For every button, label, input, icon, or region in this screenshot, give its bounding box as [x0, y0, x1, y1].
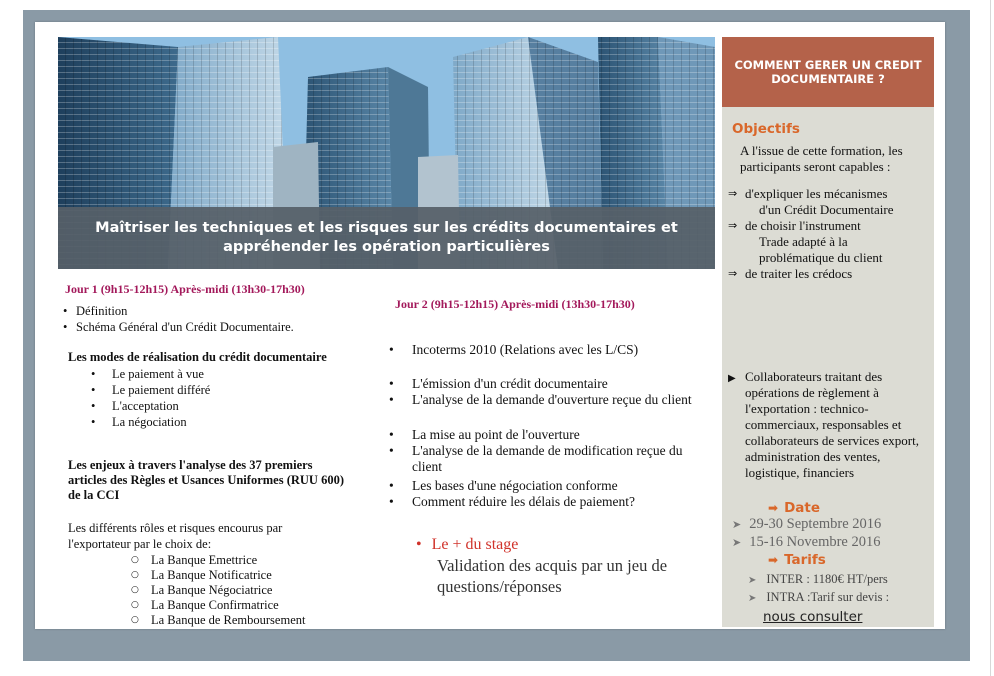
circle-bullet-icon: ○ [131, 585, 139, 595]
sidebar-header [722, 37, 934, 107]
objectives-title: Objectifs [732, 121, 800, 137]
list-item: • Le paiement à vue [91, 367, 204, 381]
list-item: ○ La Banque Négociatrice [131, 583, 273, 597]
list-item: • L'analyse de la demande d'ouverture reçue du client [389, 392, 692, 407]
list-item: • La mise au point de l'ouverture [389, 427, 580, 442]
sidebar: COMMENT GERER UN CREDIT DOCUMENTAIRE ? Objectifs A l'issue de cette formation, les participants seront capables : ⇒ d'expliquer les mécanismes d'un Crédit Documentaire ⇒ de choisir l'instrument Trade adapté à la problématique du client ⇒ de traiter les crédocs ▶ Collaborateurs traitant des opérations de règlement à l'exportation : technico-commerciaux, responsables et collaborateurs de services export, administration des ventes, logistique, financiers ➡ Date ➤ 29-30 Septembre 2016 ➤ 15-16 Novembre 2016 ➡ Tarifs ➤ INTER : 1180€ HT/pers ➤ INTRA :Tarif sur devis : nous consulter [722, 37, 934, 627]
list-item: • La négociation [91, 415, 187, 429]
list-item: • Les bases d'une négociation conforme [389, 478, 618, 493]
double-arrow-right-icon: ⇒ [728, 187, 738, 200]
arrowhead-icon: ➤ [748, 575, 757, 586]
list-item: • L'analyse de la demande de modification reçue du client [389, 443, 683, 474]
arrow-right-icon: ➡ [768, 501, 779, 515]
banner-title-line1: Maîtriser les techniques et les risques sur les crédits documentaires et [95, 220, 678, 236]
double-arrow-right-icon: ⇒ [728, 219, 738, 232]
tarif-item: ➤ INTRA :Tarif sur devis : [748, 590, 890, 604]
enjeux-title: Les enjeux à travers l'analyse des 37 premiers articles des Règles et Usances Uniformes (RUU 600) de la CCI [68, 458, 344, 502]
list-item: ○ La Banque Emettrice [131, 553, 258, 567]
highlight-title: • Le + du stage [416, 536, 519, 553]
flyer-card [35, 22, 945, 629]
arrowhead-icon: ➤ [732, 518, 742, 531]
objective-item: ⇒ d'expliquer les mécanismes d'un Crédit Documentaire [728, 186, 894, 217]
banner-title-line2: appréhender les opération particulières [223, 239, 550, 255]
contact-link[interactable]: nous consulter [763, 609, 863, 625]
banner-title [95, 219, 678, 257]
list-item: ○ La Banque Confirmatrice [131, 598, 279, 612]
list-item: • L'acceptation [91, 399, 179, 413]
hero-image [58, 37, 715, 269]
list-item: ○ La Banque Notificatrice [131, 568, 272, 582]
objectives-intro: A l'issue de cette formation, les participants seront capables : [740, 143, 903, 174]
list-item: ○ La Banque de Remboursement [131, 613, 306, 627]
circle-bullet-icon: ○ [131, 555, 139, 565]
arrow-right-icon: ➡ [768, 553, 779, 567]
triangle-bullet-icon: ▶ [728, 373, 736, 384]
list-item: • Incoterms 2010 (Relations avec les L/CS) [389, 342, 639, 357]
list-item: • Définition [63, 304, 128, 318]
scrollbar[interactable] [990, 0, 991, 676]
title-banner [58, 207, 715, 269]
course-title-line1: COMMENT GERER UN CREDIT [734, 58, 922, 72]
course-title [733, 58, 923, 86]
roles-intro: Les différents rôles et risques encourus par l'exportateur par le choix de: [68, 521, 283, 551]
highlight-body: Validation des acquis par un jeu de questions/réponses [437, 556, 668, 596]
circle-bullet-icon: ○ [131, 570, 139, 580]
course-title-line2: DOCUMENTAIRE ? [771, 72, 885, 86]
arrowhead-icon: ➤ [732, 536, 742, 549]
circle-bullet-icon: ○ [131, 615, 139, 625]
list-item: • Comment réduire les délais de paiement? [389, 494, 636, 509]
date-item: ➤ 29-30 Septembre 2016 [732, 516, 882, 532]
date-item: ➤ 15-16 Novembre 2016 [732, 534, 881, 550]
tarifs-title: ➡ Tarifs [768, 552, 826, 568]
circle-bullet-icon: ○ [131, 600, 139, 610]
arrowhead-icon: ➤ [748, 593, 757, 604]
tarif-item: ➤ INTER : 1180€ HT/pers [748, 572, 888, 586]
objective-item: ⇒ de choisir l'instrument Trade adapté à la problématique du client [728, 218, 883, 265]
day2-title: Jour 2 (9h15-12h15) Après-midi (13h30-17h30) [395, 297, 635, 311]
double-arrow-right-icon: ⇒ [728, 267, 738, 280]
objective-item: ⇒ de traiter les crédocs [728, 266, 853, 281]
list-item: • L'émission d'un crédit documentaire [389, 376, 608, 391]
list-item: • Schéma Général d'un Crédit Documentaire. [63, 320, 294, 334]
date-title: ➡ Date [768, 500, 820, 516]
modes-title: Les modes de réalisation du crédit documentaire [68, 350, 327, 364]
day1-title: Jour 1 (9h15-12h15) Après-midi (13h30-17h30) [65, 282, 305, 296]
list-item: • Le paiement différé [91, 383, 211, 397]
